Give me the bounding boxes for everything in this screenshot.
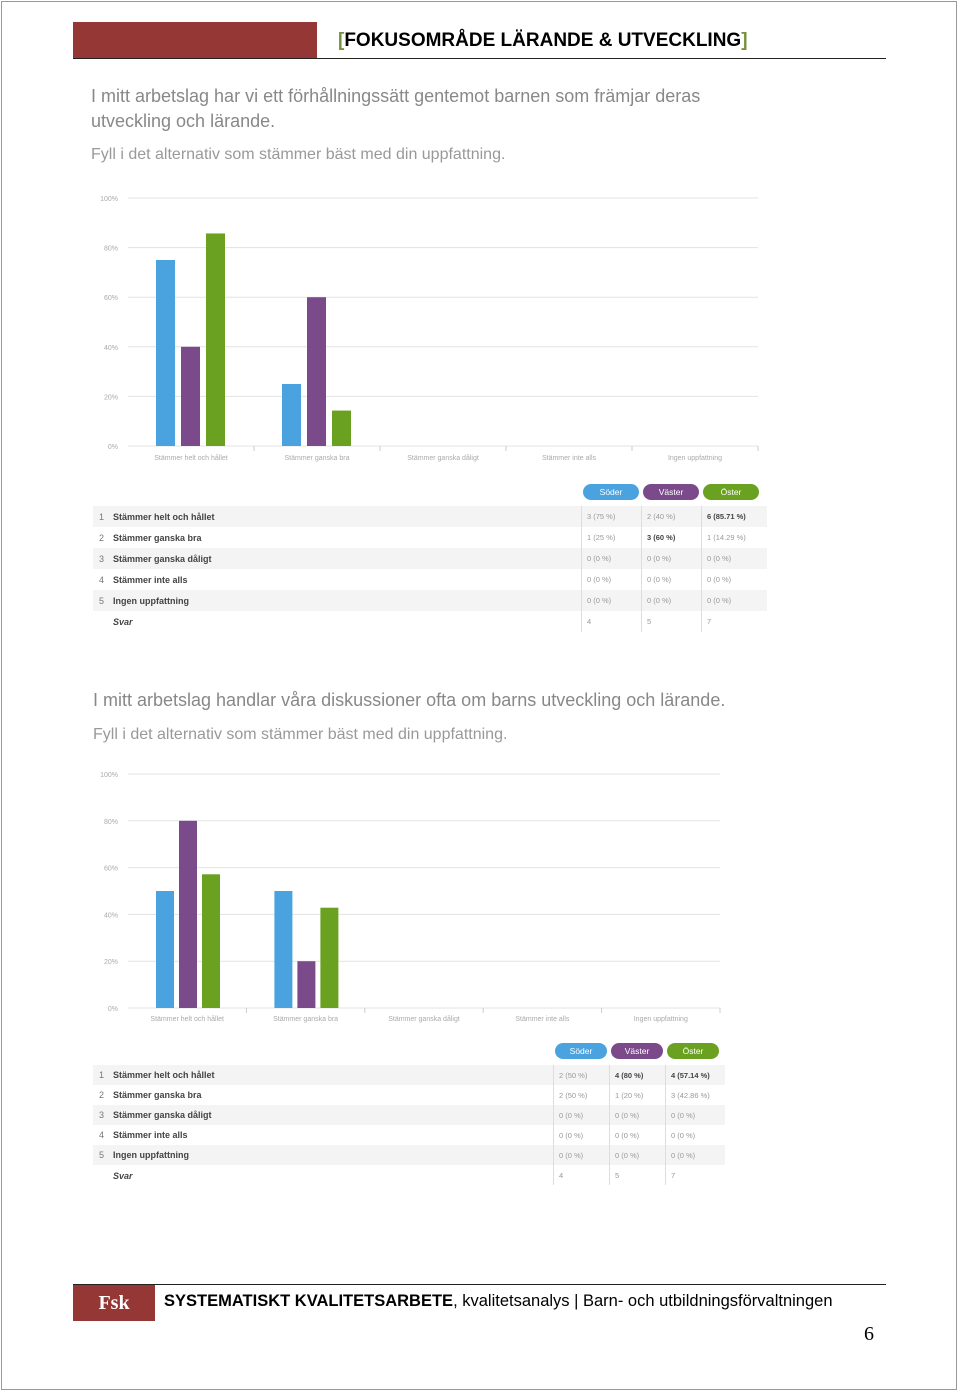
y-tick-label: 0%: [107, 1006, 118, 1013]
total-oster: 7: [671, 1171, 676, 1180]
total-oster: 7: [707, 617, 712, 626]
question-1-instruction: Fyll i det alternativ som stämmer bäst med din uppfattning.: [91, 146, 506, 163]
row-label: Stämmer helt och hållet: [113, 511, 215, 522]
x-category-label: Stämmer helt och hållet: [150, 1016, 224, 1023]
bar-chart-1: [90, 190, 770, 470]
row-number: 5: [99, 595, 105, 606]
cell-vaster: 3 (60 %): [647, 533, 676, 542]
header-title-text: FOKUSOMRÅDE LÄRANDE & UTVECKLING: [344, 30, 742, 51]
column-separator: [665, 1065, 666, 1185]
table-total-row: [93, 611, 767, 632]
header-color-bar: [73, 22, 317, 58]
header-title: [338, 30, 748, 52]
x-category-label: Stämmer ganska dåligt: [388, 1016, 460, 1023]
row-number: 3: [99, 1110, 105, 1120]
cell-oster: 0 (0 %): [707, 596, 732, 605]
row-number: 4: [99, 574, 105, 585]
row-label: Stämmer inte alls: [113, 574, 188, 585]
cell-vaster: 0 (0 %): [647, 575, 672, 584]
cell-soder: 0 (0 %): [587, 575, 612, 584]
row-label: Stämmer inte alls: [113, 1130, 188, 1140]
y-tick-label: 80%: [103, 245, 118, 253]
total-label: Svar: [113, 1170, 133, 1181]
total-vaster: 5: [615, 1171, 620, 1180]
cell-oster: 0 (0 %): [671, 1130, 696, 1140]
y-tick-label: 20%: [103, 394, 118, 402]
row-label: Stämmer ganska bra: [113, 1090, 202, 1100]
x-category-label: Stämmer ganska bra: [284, 455, 350, 462]
table-row: [93, 506, 767, 527]
table-row: [93, 527, 767, 548]
footer-text-rest: , kvalitetsanalys | Barn- och utbildningsförvaltningen: [453, 1292, 833, 1310]
legend: [583, 484, 759, 500]
column-separator: [641, 506, 642, 632]
cell-vaster: 0 (0 %): [647, 596, 672, 605]
x-category-label: Stämmer helt och hållet: [154, 455, 228, 462]
y-tick-label: 80%: [103, 818, 118, 826]
legend-soder: Söder: [555, 1043, 607, 1059]
cell-vaster: 1 (20 %): [615, 1090, 644, 1100]
cell-vaster: 0 (0 %): [615, 1110, 640, 1120]
row-label: Ingen uppfattning: [113, 595, 189, 606]
legend-soder: Söder: [583, 484, 639, 500]
header-rule: [73, 58, 886, 59]
legend-vaster: Väster: [611, 1043, 663, 1059]
cell-soder: 0 (0 %): [559, 1150, 584, 1160]
cell-soder: 2 (50 %): [559, 1070, 588, 1080]
table-row: [93, 590, 767, 611]
y-tick-label: 40%: [103, 344, 118, 352]
column-separator: [553, 1065, 554, 1185]
cell-oster: 6 (85.71 %): [707, 512, 746, 521]
bar-vaster: [297, 961, 315, 1008]
table-row: [93, 1145, 725, 1165]
cell-oster: 0 (0 %): [707, 554, 732, 563]
footer-text-bold: SYSTEMATISKT KVALITETSARBETE: [164, 1292, 454, 1310]
cell-soder: 0 (0 %): [559, 1110, 584, 1120]
y-tick-label: 0%: [107, 444, 118, 451]
total-label: Svar: [113, 616, 133, 627]
results-table-2: [93, 1041, 725, 1189]
bar-soder: [156, 260, 175, 446]
header-bracket-close: ]: [741, 30, 748, 51]
bar-soder: [156, 891, 174, 1008]
cell-oster: 0 (0 %): [671, 1110, 696, 1120]
bar-vaster: [307, 297, 326, 446]
bar-vaster: [181, 347, 200, 446]
table-row: [93, 1085, 725, 1105]
cell-soder: 0 (0 %): [587, 596, 612, 605]
cell-oster: 0 (0 %): [671, 1150, 696, 1160]
x-category-label: Stämmer ganska bra: [273, 1016, 339, 1023]
cell-soder: 2 (50 %): [559, 1090, 588, 1100]
y-tick-label: 20%: [103, 959, 118, 967]
bar-oster: [320, 908, 338, 1008]
results-table-1: [93, 482, 767, 638]
row-label: Stämmer ganska dåligt: [113, 1110, 212, 1120]
row-label: Stämmer ganska bra: [113, 532, 202, 543]
bar-soder: [274, 891, 292, 1008]
bar-oster: [332, 411, 351, 446]
question-1-title: I mitt arbetslag har vi ett förhållningssätt gentemot barnen som främjar deras utveckling och lärande.: [91, 86, 701, 131]
row-label: Ingen uppfattning: [113, 1150, 189, 1160]
table-row: [93, 1065, 725, 1085]
legend: [555, 1043, 719, 1059]
cell-vaster: 4 (80 %): [615, 1070, 644, 1080]
row-number: 5: [99, 1150, 105, 1160]
table-row: [93, 548, 767, 569]
x-category-label: Ingen uppfattning: [667, 455, 723, 462]
column-separator: [581, 506, 582, 632]
cell-vaster: 0 (0 %): [615, 1130, 640, 1140]
bar-oster: [202, 874, 220, 1008]
question-2-instruction: Fyll i det alternativ som stämmer bäst med din uppfattning.: [93, 726, 508, 743]
cell-vaster: 0 (0 %): [615, 1150, 640, 1160]
row-number: 1: [99, 1070, 105, 1080]
column-separator: [609, 1065, 610, 1185]
question-2-title: I mitt arbetslag handlar våra diskussioner ofta om barns utveckling och lärande.: [93, 690, 726, 710]
cell-oster: 1 (14.29 %): [707, 533, 746, 542]
cell-vaster: 0 (0 %): [647, 554, 672, 563]
x-category-label: Stämmer ganska dåligt: [407, 455, 479, 462]
legend-oster: Öster: [703, 484, 759, 500]
row-number: 2: [99, 1090, 105, 1100]
row-number: 4: [99, 1130, 105, 1140]
cell-soder: 3 (75 %): [587, 512, 616, 521]
y-tick-label: 60%: [103, 865, 118, 873]
cell-soder: 0 (0 %): [559, 1130, 584, 1140]
total-soder: 4: [587, 617, 592, 626]
header-bracket-open: [: [338, 30, 345, 51]
total-soder: 4: [559, 1171, 564, 1180]
footer-text: [164, 1292, 833, 1311]
row-label: Stämmer helt och hållet: [113, 1070, 215, 1080]
cell-oster: 4 (57.14 %): [671, 1070, 710, 1080]
y-tick-label: 100%: [100, 196, 118, 203]
table-row: [93, 1105, 725, 1125]
row-label: Stämmer ganska dåligt: [113, 553, 212, 564]
x-category-label: Stämmer inte alls: [541, 455, 597, 462]
cell-soder: 1 (25 %): [587, 533, 616, 542]
cell-soder: 0 (0 %): [587, 554, 612, 563]
bar-chart-2: [90, 766, 730, 1028]
bar-soder: [282, 384, 301, 446]
bar-vaster: [179, 821, 197, 1008]
cell-oster: 0 (0 %): [707, 575, 732, 584]
row-number: 1: [99, 511, 105, 522]
column-separator: [701, 506, 702, 632]
x-category-label: Stämmer inte alls: [515, 1016, 570, 1023]
table-total-row: [93, 1165, 725, 1186]
cell-oster: 3 (42.86 %): [671, 1090, 710, 1100]
bar-oster: [206, 233, 225, 446]
total-vaster: 5: [647, 617, 652, 626]
footer-logo: Fsk: [73, 1285, 155, 1321]
page-number: 6: [864, 1323, 874, 1345]
table-row: [93, 569, 767, 590]
cell-vaster: 2 (40 %): [647, 512, 676, 521]
row-number: 2: [99, 532, 105, 543]
x-category-label: Ingen uppfattning: [633, 1016, 688, 1023]
footer-rule: [73, 1284, 886, 1285]
y-tick-label: 60%: [103, 295, 118, 303]
y-tick-label: 40%: [103, 912, 118, 920]
legend-vaster: Väster: [643, 484, 699, 500]
row-number: 3: [99, 553, 105, 564]
table-row: [93, 1125, 725, 1145]
y-tick-label: 100%: [100, 772, 118, 779]
legend-oster: Öster: [667, 1043, 719, 1059]
